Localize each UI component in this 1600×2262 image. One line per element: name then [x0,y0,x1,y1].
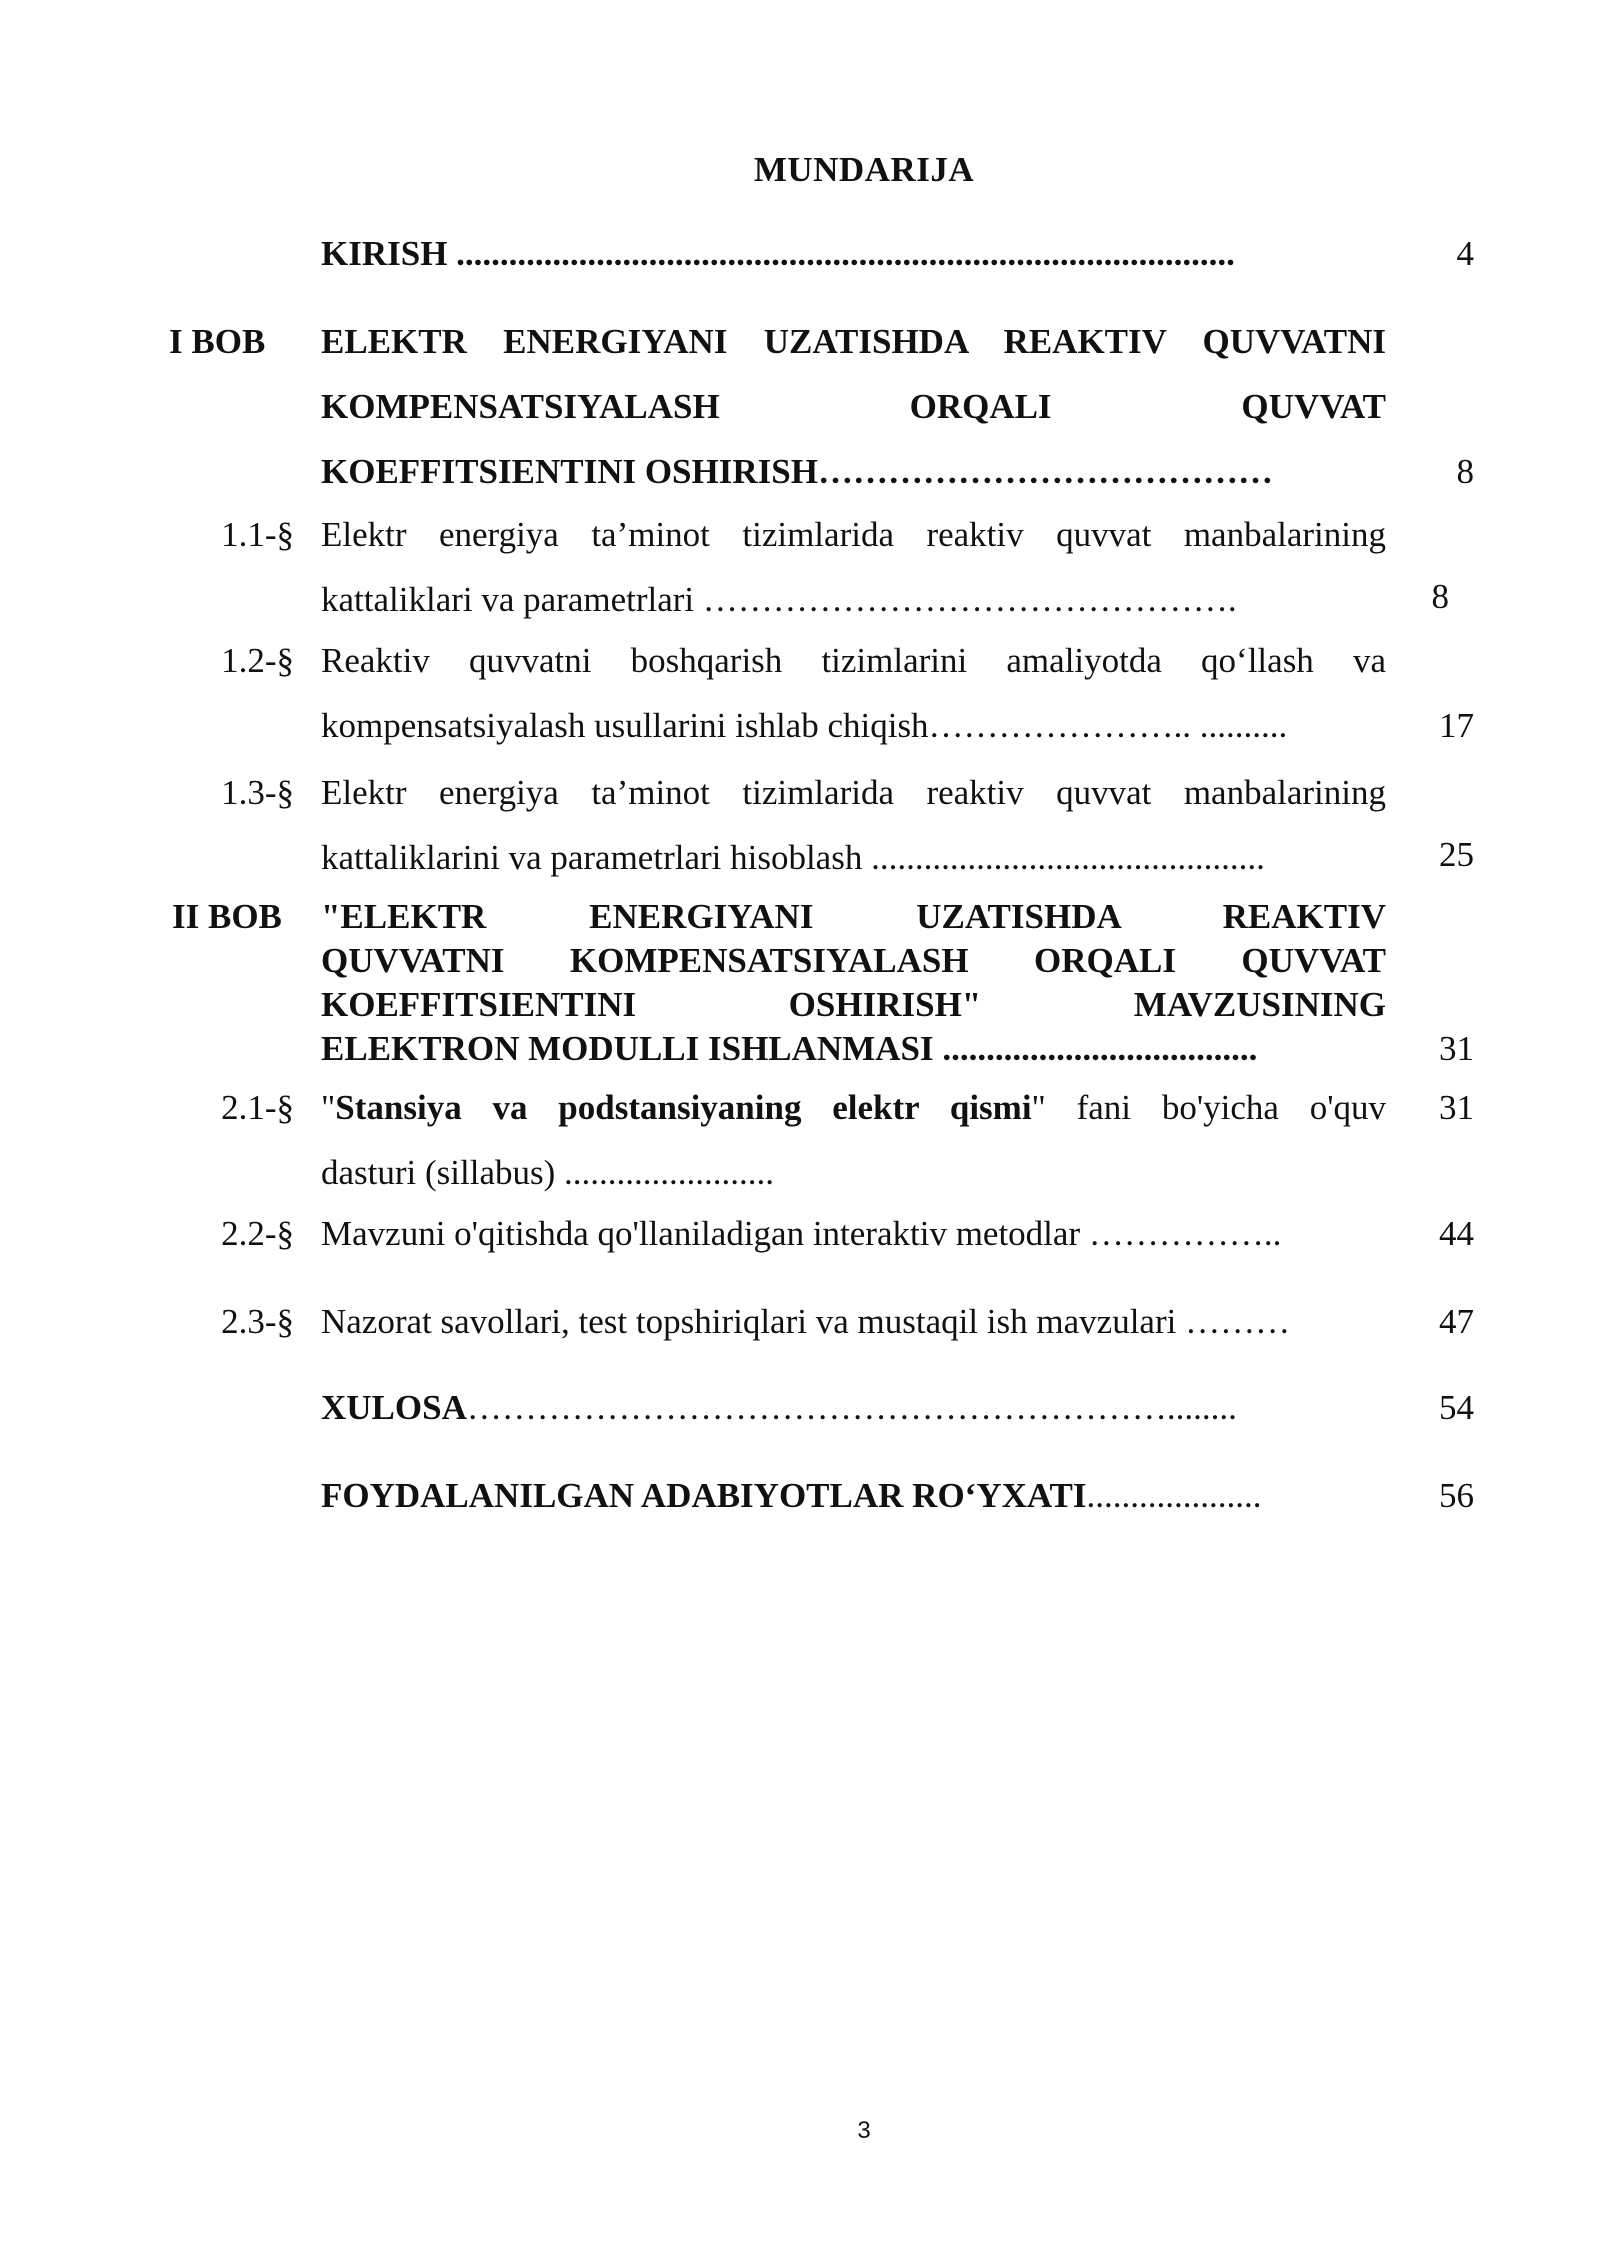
section-label: 1.2-§ [221,641,294,680]
toc-page-number: 54 [1439,1388,1474,1427]
toc-title: MUNDARIJA [753,150,975,189]
section-title [321,1375,1386,1440]
chapter-title-line: ELEKTRON MODULLI ISHLANMASI .................................... [321,1029,1258,1068]
toc-page-number: 17 [1439,706,1474,745]
chapter-title-line: KOMPENSATSIYALASH ORQALI QUVVAT [321,387,1386,426]
chapter-title-line: "ELEKTR ENERGIYANI UZATISHDA REAKTIV [321,897,1386,936]
section-title: Nazorat savollari, test topshiriqlari va mustaqil ish mavzulari ……… [321,1302,1291,1341]
toc-page-number: 8 [1456,452,1474,491]
section-label: 1.3-§ [221,773,294,812]
chapter-title [321,309,1386,504]
section-title [321,760,1386,890]
chapter-label: II BOB [172,897,282,936]
toc-page-number: 44 [1439,1214,1474,1253]
leader-dots: .................... [1086,1476,1262,1515]
toc-page-number: 56 [1439,1476,1474,1515]
chapter-title [321,895,1386,1071]
toc-page-number: 31 [1439,1088,1474,1127]
section-title-line: Elektr energiya ta’minot tizimlarida reaktiv quvvat manbalarining [321,515,1386,554]
chapter-title-line: KOEFFITSIENTINI OSHIRISH………………………………… [321,452,1273,491]
section-title-line: kattaliklari va parametrlari ………………………………………. [321,580,1237,619]
section-title [321,1075,1386,1205]
leader-dots: ……………………………………………………........ [466,1388,1237,1427]
section-title: Mavzuni o'qitishda qo'llaniladigan interaktiv metodlar …………….. [321,1214,1282,1253]
chapter-label: I BOB [169,322,266,361]
section-title-line: Elektr energiya ta’minot tizimlarida reaktiv quvvat manbalarining [321,773,1386,812]
section-title [321,1463,1386,1528]
section-label: 2.3-§ [221,1302,294,1341]
chapter-title-line: ELEKTR ENERGIYANI UZATISHDA REAKTIV QUVVATNI [321,322,1386,361]
section-title [321,628,1386,758]
toc-page-number: 8 [1431,577,1449,616]
quote-mark: " [321,1088,336,1127]
chapter-title-line: QUVVATNI KOMPENSATSIYALASH ORQALI QUVVAT [321,941,1386,980]
toc-page-number: 31 [1439,1029,1474,1068]
chapter-title-line: KOEFFITSIENTINI OSHIRISH" MAVZUSINING [321,985,1386,1024]
section-title-line: Reaktiv quvvatni boshqarish tizimlarini amaliyotda qo‘llash va [321,641,1386,680]
section-title [321,502,1386,632]
section-title-line [321,1075,1386,1140]
section-title-line: kattaliklarini va parametrlari hisoblash ............................................. [321,838,1265,877]
section-label: 2.1-§ [221,1088,294,1127]
subject-name: Stansiya va podstansiyaning elektr qismi [335,1088,1032,1127]
page-number-footer: 3 [857,2117,871,2144]
toc-entry-text: KIRISH ......................................................................................... [321,234,1235,273]
toc-page-number: 47 [1439,1302,1474,1341]
section-title-line: kompensatsiyalash usullarini ishlab chiqish………………….. .......... [321,706,1288,745]
toc-page-number: 25 [1439,835,1474,874]
section-title-rest: " fani bo'yicha o'quv [1031,1088,1387,1127]
section-label: 2.2-§ [221,1214,294,1253]
section-title-line: dasturi (sillabus) ........................ [321,1153,775,1192]
toc-page-number: 4 [1456,234,1474,273]
references-title: FOYDALANILGAN ADABIYOTLAR RO‘YXATI [321,1476,1087,1515]
section-label: 1.1-§ [221,515,294,554]
xulosa-title: XULOSA [321,1388,467,1427]
